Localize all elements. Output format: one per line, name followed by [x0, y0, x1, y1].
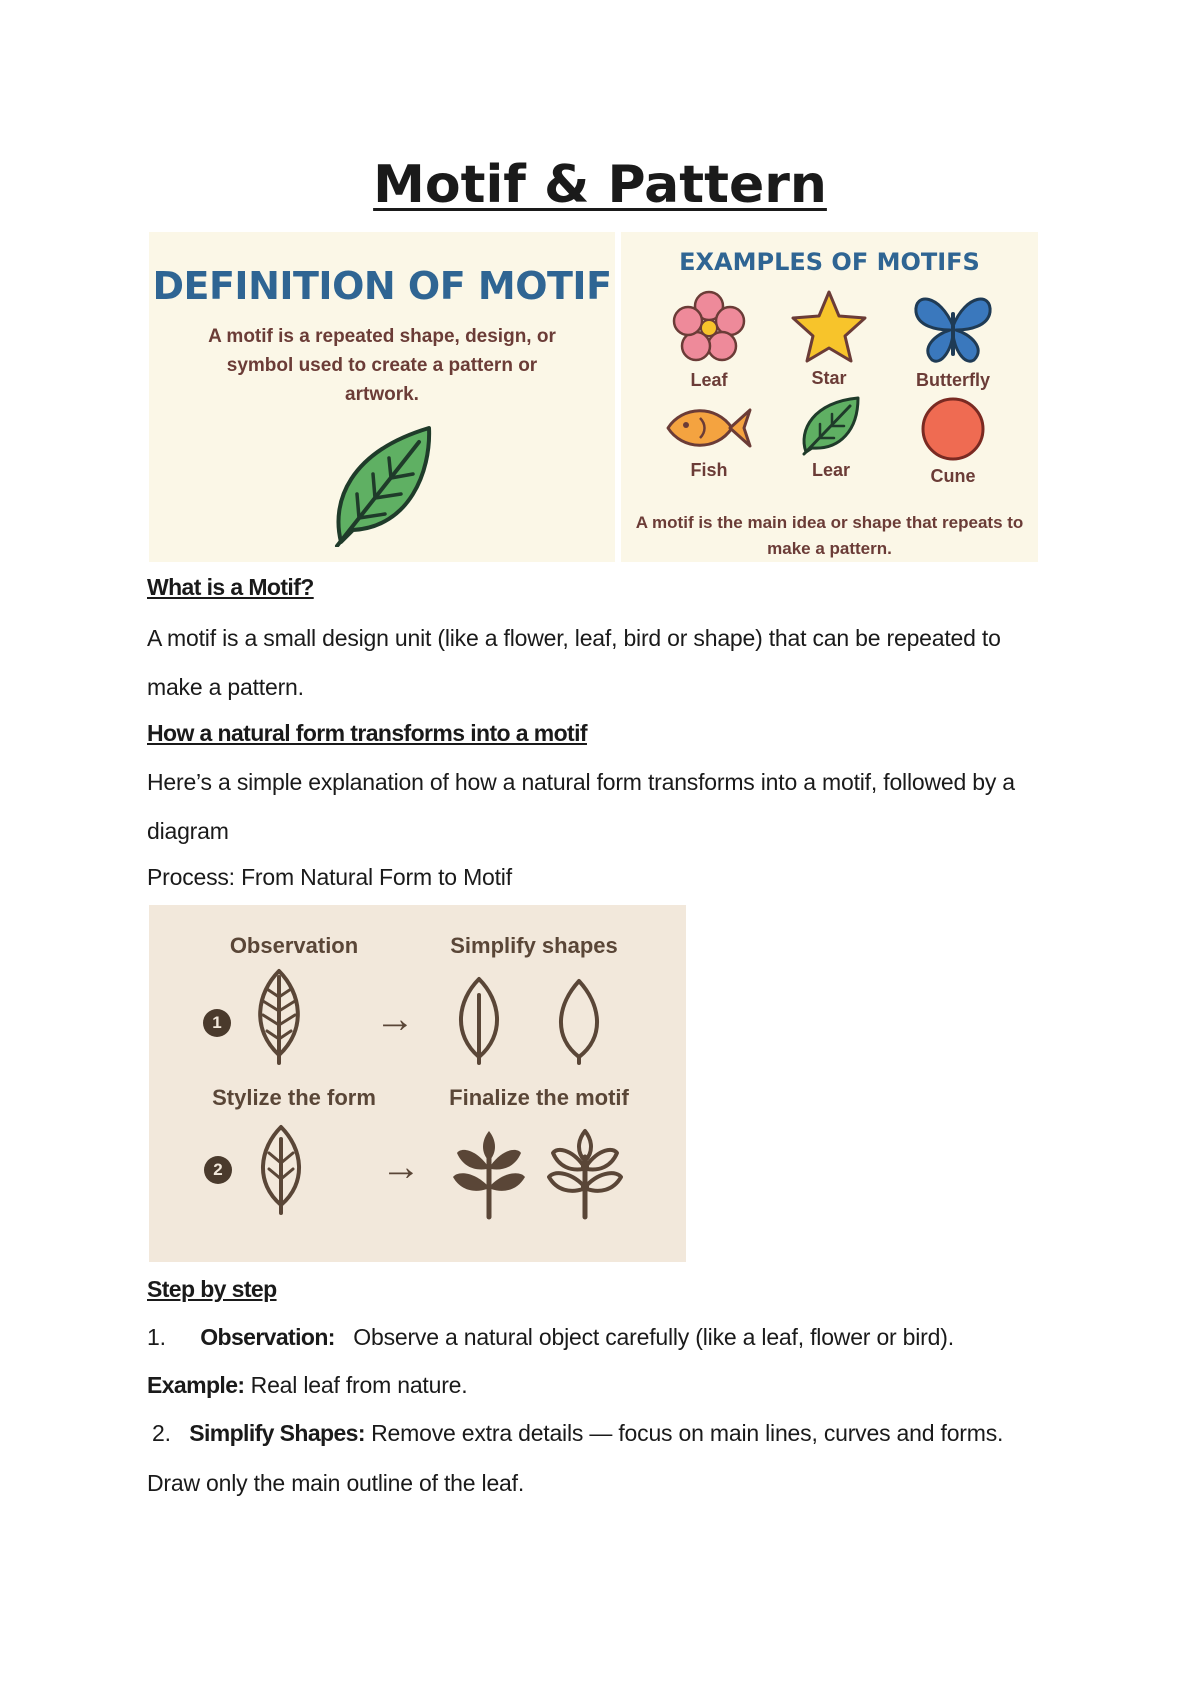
step-item-simplify — [152, 1418, 1003, 1448]
example-motif — [769, 288, 889, 389]
step-title: Simplify Shapes: — [189, 1420, 365, 1446]
detailed-leaf-icon — [249, 967, 309, 1067]
example-motif — [893, 396, 1013, 487]
example-motif — [649, 290, 769, 391]
motif-label: Leaf — [690, 370, 728, 390]
diagram-step-simplify: Simplify shapes — [450, 933, 618, 958]
step-text: Observe a natural object carefully (like a leaf, flower or bird). — [353, 1324, 954, 1350]
step-title: Observation: — [200, 1324, 335, 1350]
final-motif-icon — [451, 1127, 527, 1221]
arrow-icon: → — [381, 1145, 421, 1189]
motif-label: Cune — [930, 466, 976, 486]
process-diagram — [149, 905, 686, 1262]
flower-icon — [671, 290, 747, 366]
example-label: Example: — [147, 1372, 245, 1398]
step-number: 1. — [147, 1324, 166, 1350]
example-line — [147, 1370, 467, 1400]
examples-panel — [621, 232, 1038, 562]
examples-title: EXAMPLES OF MOTIFS — [679, 248, 980, 276]
leaf-icon — [329, 422, 439, 547]
star-icon — [789, 288, 869, 364]
section-heading-transform: How a natural form transforms into a motif — [147, 720, 587, 746]
final-motif-icon — [547, 1127, 623, 1221]
step-number-badge: 2 — [204, 1156, 232, 1184]
butterfly-icon — [910, 290, 996, 366]
step-text: Remove extra details — focus on main lines, curves and forms. — [371, 1420, 1004, 1446]
definition-panel — [149, 232, 615, 562]
motif-label: Star — [811, 368, 847, 388]
example-motif — [893, 290, 1013, 391]
diagram-step-stylize: Stylize the form — [212, 1085, 376, 1110]
simple-leaf-outline-icon — [551, 977, 607, 1065]
definition-title: DEFINITION OF MOTIF — [152, 264, 612, 308]
circle-icon — [920, 396, 986, 462]
stylized-leaf-icon — [253, 1123, 309, 1217]
examples-caption: A motif is the main idea or shape that repeats to make a pattern. — [635, 513, 1024, 558]
motif-label: Lear — [811, 460, 851, 480]
motif-label: Fish — [690, 460, 728, 480]
page-title: Motif & Pattern — [373, 155, 827, 215]
section-heading-step-by-step: Step by step — [147, 1276, 277, 1302]
step-number-badge: 1 — [203, 1009, 231, 1037]
step-number: 2. — [152, 1420, 171, 1446]
example-motif — [649, 400, 769, 481]
definition-text: A motif is a repeated shape, design, or symbol used to create a pattern or artwork. — [208, 326, 556, 405]
outline-leaf-icon — [451, 975, 507, 1067]
process-label: Process: From Natural Form to Motif — [147, 864, 512, 890]
leaf-icon — [798, 394, 864, 456]
arrow-icon: → — [375, 997, 415, 1041]
fish-icon — [664, 400, 754, 456]
step-followup: Draw only the main outline of the leaf. — [147, 1470, 525, 1496]
step-item-observation — [147, 1322, 954, 1352]
diagram-step-observation: Observation — [229, 933, 359, 958]
motif-definition-banner — [149, 232, 1038, 562]
section-heading-what-is-motif: What is a Motif? — [147, 574, 314, 600]
motif-label: Butterfly — [915, 370, 990, 390]
diagram-step-finalize: Finalize the motif — [449, 1085, 629, 1110]
example-text: Real leaf from nature. — [250, 1372, 468, 1398]
section-body-transform: Here’s a simple explanation of how a natural form transforms into a motif, followed by a diagram — [147, 769, 1015, 844]
section-body-what-is-motif: A motif is a small design unit (like a flower, leaf, bird or shape) that can be repeated to make a pattern. — [147, 625, 1001, 700]
example-motif — [771, 394, 891, 481]
